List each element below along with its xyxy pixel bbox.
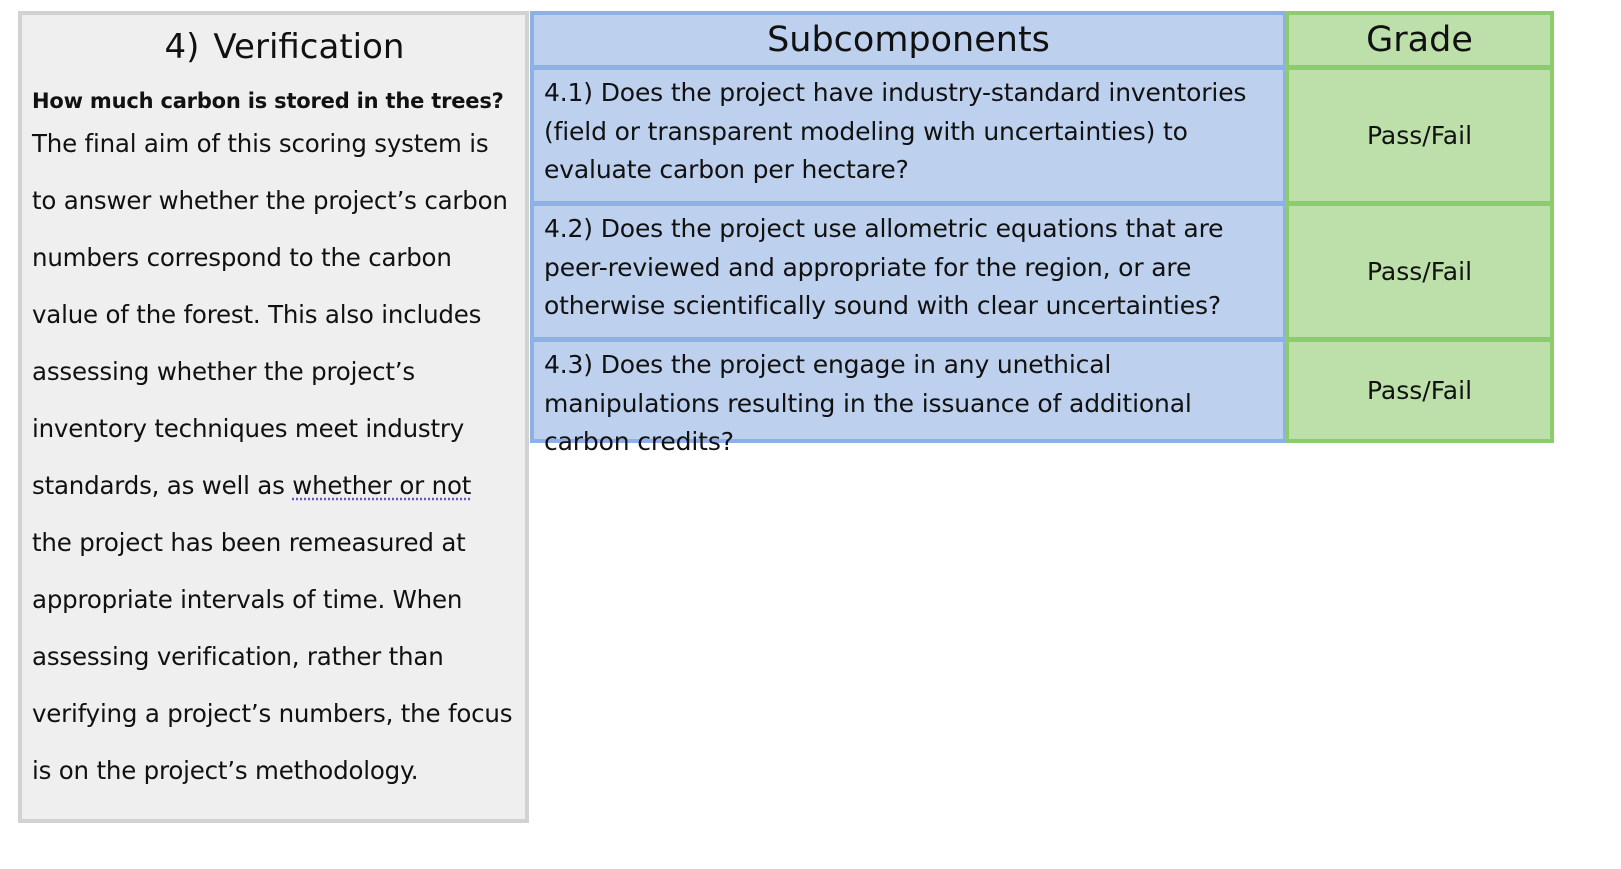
grade-text: Pass/Fail xyxy=(1366,376,1473,405)
grade-text: Pass/Fail xyxy=(1366,121,1473,150)
table-row-grade xyxy=(1285,66,1554,205)
section-description xyxy=(32,115,515,799)
section-title-text: Verification xyxy=(213,27,405,67)
table-row-grade xyxy=(1285,202,1554,341)
header-grade xyxy=(1285,11,1554,69)
table-row-question xyxy=(530,66,1287,205)
table-row-grade xyxy=(1285,338,1554,443)
spellcheck-underlined-phrase[interactable]: whether or not xyxy=(292,471,472,500)
description-part-1: The final aim of this scoring system is to answer whether the project’s carbon numbers correspond to the carbon value of the forest. This also includes assessing whether the project’s inventory techniques meet industry standards, as well as xyxy=(32,129,508,500)
grade-text: Pass/Fail xyxy=(1366,257,1473,286)
verification-panel xyxy=(18,11,529,823)
section-question: How much carbon is stored in the trees? xyxy=(32,89,504,113)
question-text: 4.3) Does the project engage in any unethical manipulations resulting in the issuance of additional carbon credits? xyxy=(544,350,1192,456)
header-subcomponents xyxy=(530,11,1287,69)
subcomponents-table xyxy=(530,11,1554,456)
header-subcomponents-label: Subcomponents xyxy=(767,20,1050,60)
question-text: 4.1) Does the project have industry-standard inventories (field or transparent modeling with uncertainties) to evaluate carbon per hectare? xyxy=(544,78,1247,184)
question-text: 4.2) Does the project use allometric equations that are peer-reviewed and appropriate for the region, or are otherwise scientifically sound with clear uncertainties? xyxy=(544,214,1224,320)
section-number: 4) xyxy=(164,27,200,67)
header-grade-label: Grade xyxy=(1366,20,1473,60)
description-part-2: the project has been remeasured at appropriate intervals of time. When assessing verification, rather than verifying a project’s numbers, the focus is on the project’s methodology. xyxy=(32,528,513,785)
section-title xyxy=(32,25,515,69)
table-row-question xyxy=(530,338,1287,456)
table-row-question xyxy=(530,202,1287,341)
